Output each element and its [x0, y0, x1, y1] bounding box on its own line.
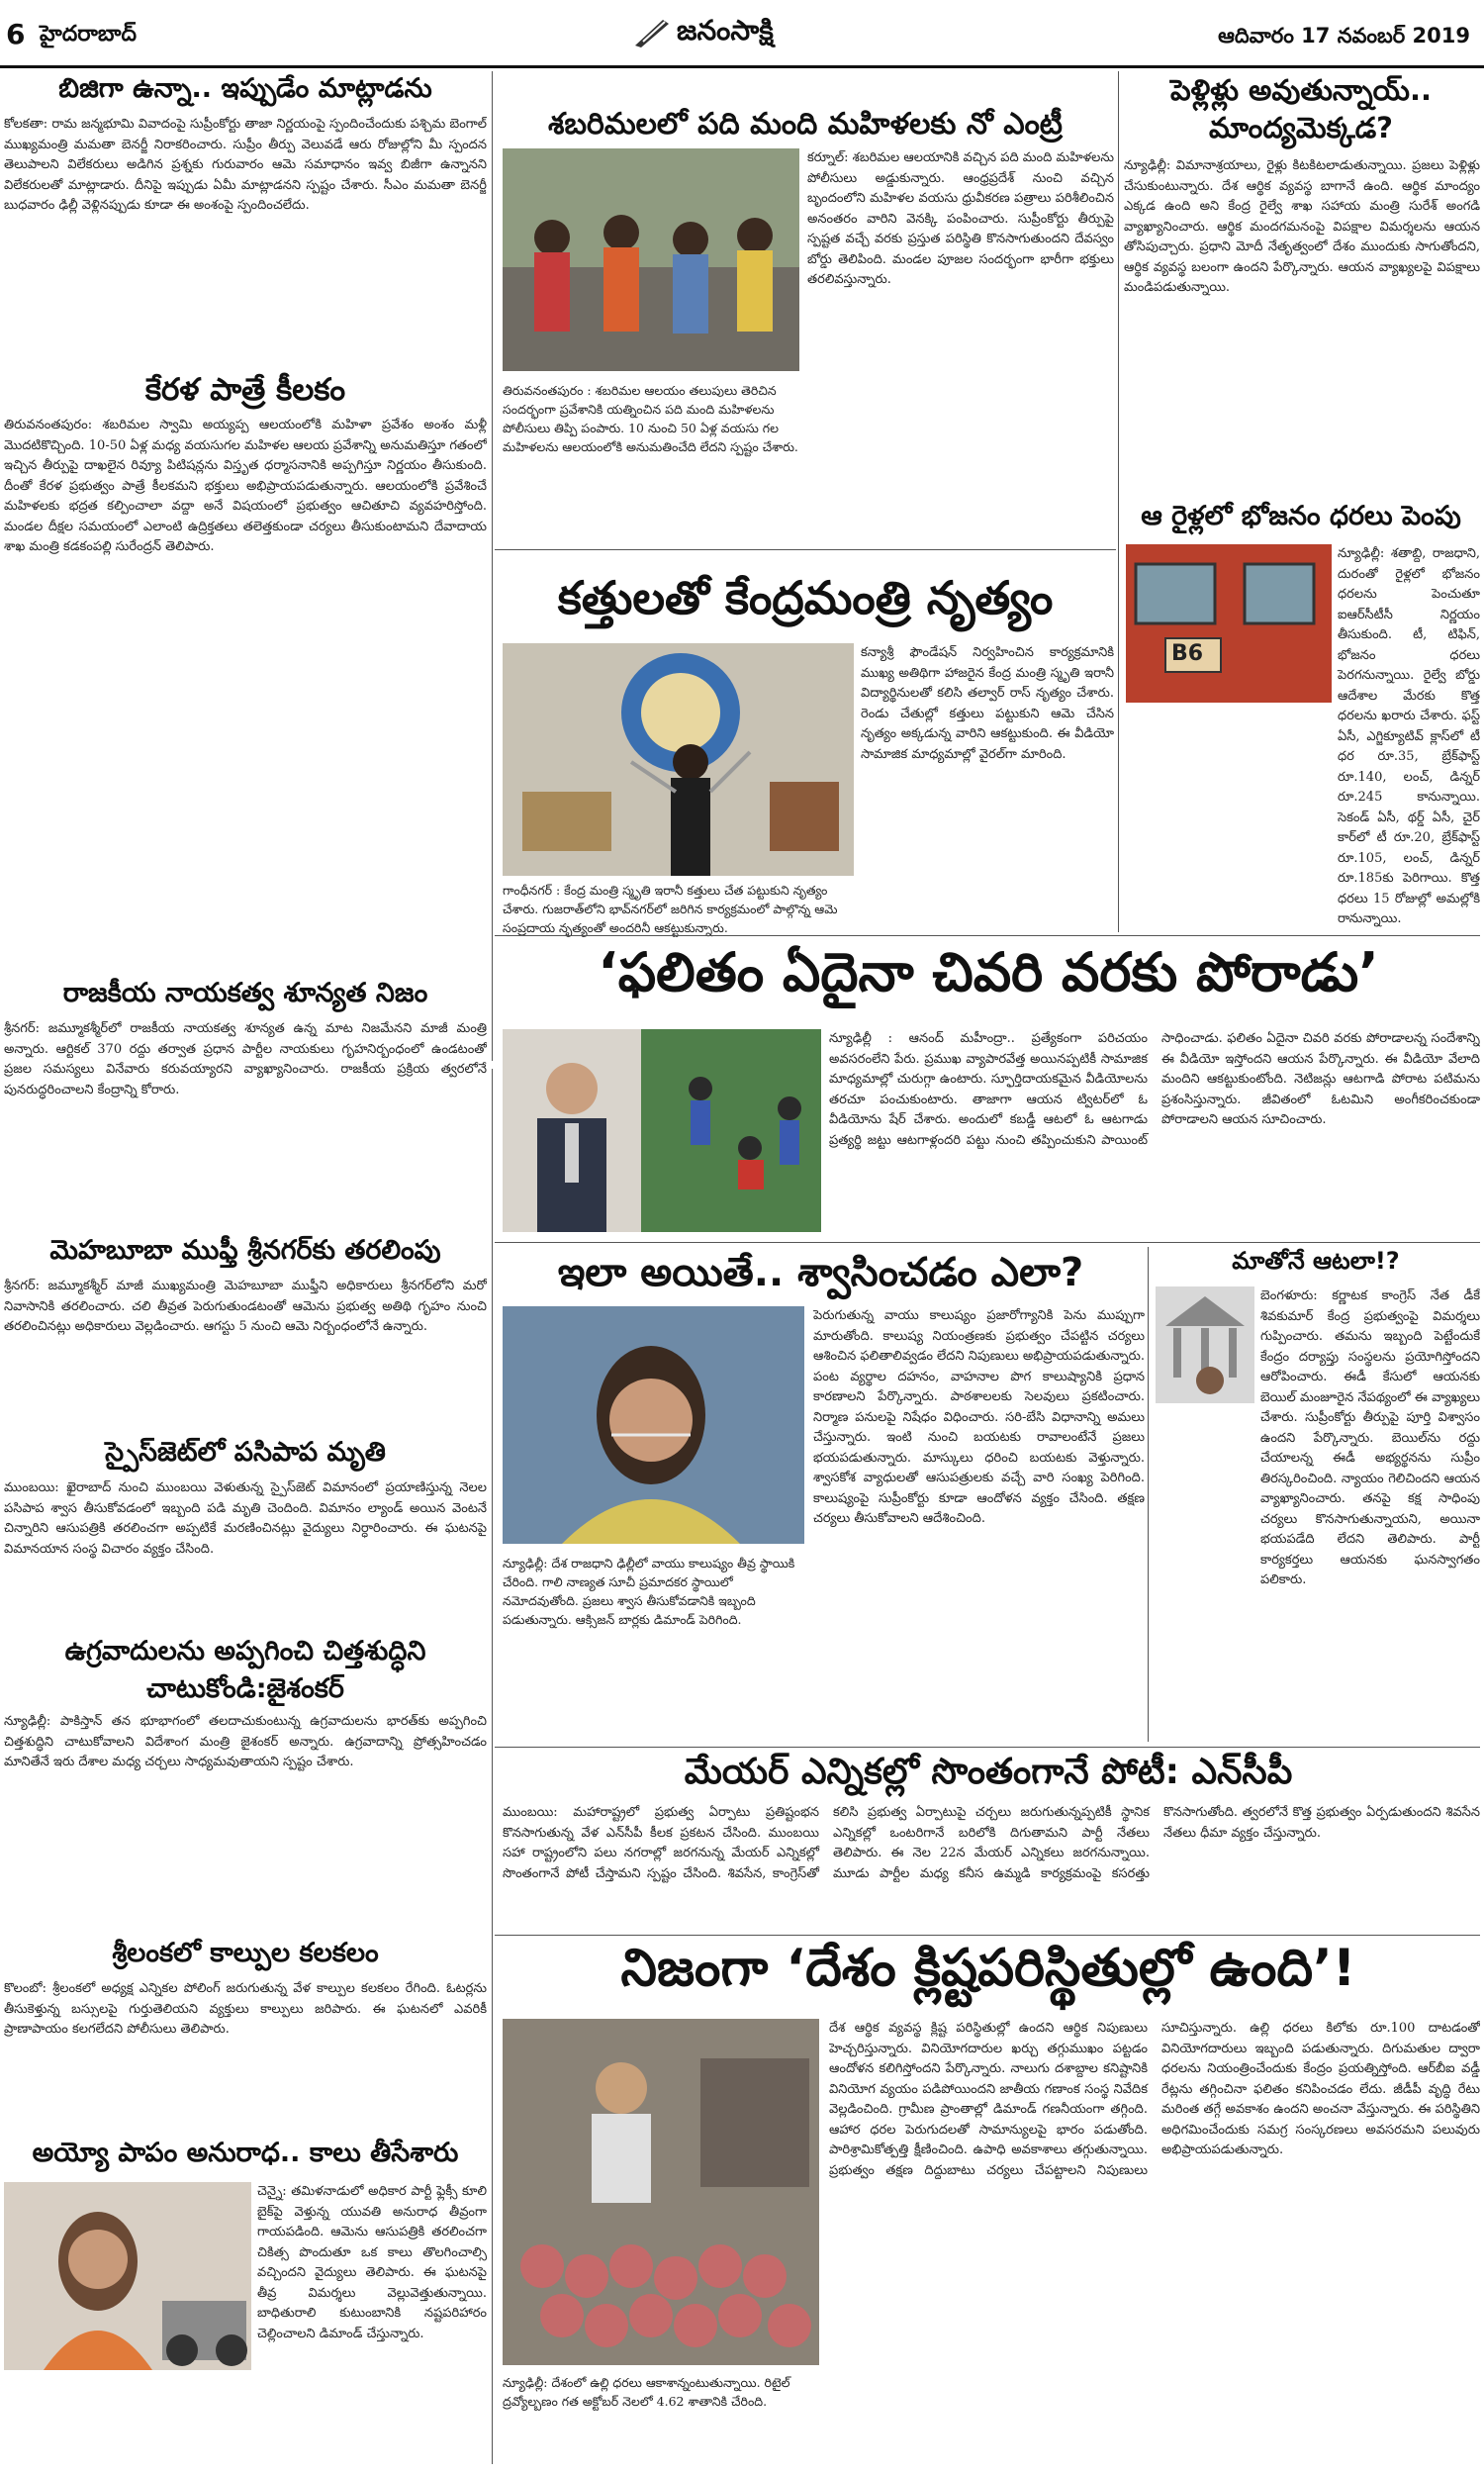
article-title-pellillu-2: మాంద్యమెక్కడ? [1208, 111, 1394, 144]
kathulu-caption: గాంధీనగర్ : కేంద్ర మంత్రి స్మృతి ఇరానీ కత్తులు చేత పట్టుకుని నృత్యం చేశారు. గుజరాత్‌లోని భావ్‌నగర్‌లో జరిగిన కార్యక్రమంలో పాల్గొన్న ఆమె సంప్రదాయ నృత్యంతో అందరినీ ఆకట్టుకున్నారు. [503, 883, 838, 935]
article-title-rail: ఆ రైళ్లలో భోజనం ధరలు పెంపు [1141, 501, 1461, 531]
kathulu-photo [503, 643, 854, 876]
article-body-leadership: శ్రీనగర్: జమ్మూకశ్మీర్‌లో రాజకీయ నాయకత్వ శూన్యత ఉన్న మాట నిజమేనని మాజీ మంత్రి అన్నారు. ఆర్టికల్ 370 రద్దు తర్వాత ప్రధాన పార్టీల నాయకులు గృహనిర్బంధంలో ఉండటంతో ప్రజల సమస్యలు వినేవారు కరువయ్యారని వ్యాఖ్యానించారు. రాజకీయ ప్రక్రియ త్వరలోనే పునరుద్ధరించాలని కేంద్రాన్ని కోరారు. [4, 1021, 487, 1097]
kabaddi-illustration [503, 1029, 821, 1232]
article-title-leadership: రాజకీయ నాయకత్వ శూన్యత నిజం [62, 978, 428, 1008]
city-name: హైదరాబాద్ [40, 22, 137, 47]
pen-icon [633, 16, 673, 49]
article-title-kathulu: కత్తులతో కేంద్రమంత్రి నృత్యం [557, 571, 1054, 624]
article-body-desam: దేశ ఆర్థిక వ్యవస్థ క్లిష్ట పరిస్థితుల్లో ఉందని ఆర్థిక నిపుణులు హెచ్చరిస్తున్నారు. వినియోగదారుల ఖర్చు తగ్గుముఖం పట్టడం ఆందోళన కలిగిస్తోందని పేర్కొన్నారు. నాలుగు దశాబ్దాల కనిష్టానికి వినియోగ వ్యయం పడిపోయిందని జాతీయ గణాంక సంస్థ నివేదిక వెల్లడించింది. గ్రామీణ ప్రాంతాల్లో డిమాండ్ గణనీయంగా తగ్గింది. ఆహార ధరల పెరుగుదలతో సామాన్యులపై భారం పడుతోంది. పారిశ్రామికోత్పత్తి క్షీణించింది. ఉపాధి అవకాశాలు తగ్గుతున్నాయి. ప్రభుత్వం తక్షణ దిద్దుబాటు చర్యలు చేపట్టాలని నిపుణులు సూచిస్తున్నారు. ఉల్లి ధరలు కిలోకు రూ.100 దాటడంతో వినియోగదారులు ఇబ్బంది పడుతున్నారు. దిగుమతుల ద్వారా ధరలను నియంత్రించేందుకు కేంద్రం ప్రయత్నిస్తోంది. ఆర్‌బీఐ వడ్డీ రేట్లను తగ్గించినా ఫలితం కనిపించడం లేదు. జీడీపీ వృద్ధి రేటు మరింత తగ్గే అవకాశం ఉందని అంచనా వేస్తున్నారు. ఈ పరిస్థితిని అధిగమించేందుకు సమగ్ర సంస్కరణలు అవసరమని పలువురు అభిప్రాయపడుతున్నారు. [829, 2021, 1480, 2178]
masthead [0, 0, 1484, 63]
article-title-sabarimala: శబరిమలలో పది మంది మహిళలకు నో ఎంట్రీ [548, 107, 1063, 142]
article-body-srilanka: కొలంబో: శ్రీలంకలో అధ్యక్ష ఎన్నికల పోలింగ్ జరుగుతున్న వేళ కాల్పుల కలకలం రేగింది. ఓటర్లను తీసుకెళ్తున్న బస్సులపై గుర్తుతెలియని వ్యక్తులు కాల్పులు జరిపారు. ఈ ఘటనలో ఎవరికీ ప్రాణాపాయం కలగలేదని పోలీసులు తెలిపారు. [4, 1981, 487, 2037]
article-body-anuradha: చెన్నై: తమిళనాడులో అధికార పార్టీ ఫ్లెక్సీ కూలి బైక్‌పై వెళ్తున్న యువతి అనురాధ తీవ్రంగా గాయపడింది. ఆమెను ఆసుపత్రికి తరలించగా చికిత్స పొందుతూ ఒక కాలు తొలగించాల్సి వచ్చిందని వైద్యులు తెలిపారు. ఈ ఘటనపై తీవ్ర విమర్శలు వెల్లువెత్తుతున్నాయి. బాధితురాలి కుటుంబానికి నష్టపరిహారం చెల్లించాలని డిమాండ్ చేస్తున్నారు. [257, 2184, 487, 2341]
swasa-photo [503, 1306, 804, 1544]
article-title-kerala: కేరళ పాత్రే కీలకం [144, 372, 346, 408]
article-body-anand: న్యూఢిల్లీ : ఆనంద్ మహీంద్రా.. ప్రత్యేకంగా పరిచయం అవసరంలేని పేరు. ప్రముఖ వ్యాపారవేత్త అయినప్పటికీ సామాజిక మాధ్యమాల్లో చురుగ్గా ఉంటారు. స్ఫూర్తిదాయకమైన వీడియోలను తరచూ పంచుకుంటారు. తాజాగా ఆయన ట్విటర్‌లో ఓ వీడియోను షేర్ చేశారు. అందులో కబడ్డీ ఆటలో ఓ ఆటగాడు ప్రత్యర్థి జట్టు ఆటగాళ్లందరి పట్టు నుంచి తప్పించుకుని పాయింట్ సాధించాడు. ఫలితం ఏదైనా చివరి వరకు పోరాడాలన్న సందేశాన్ని ఈ వీడియో ఇస్తోందని ఆయన పేర్కొన్నారు. ఈ వీడియో వేలాది మందిని ఆకట్టుకుంటోంది. నెటిజన్లు ఆటగాడి పోరాట పటిమను ప్రశంసిస్తున్నారు. జీవితంలో ఓటమిని అంగీకరించకుండా పోరాడాలని ఆయన సూచించారు. [829, 1031, 1480, 1148]
article-body-mayor: ముంబయి: మహారాష్ట్రలో ప్రభుత్వ ఏర్పాటు ప్రతిష్టంభన కొనసాగుతున్న వేళ ఎన్‌సీపీ కీలక ప్రకటన చేసింది. ముంబయి సహా రాష్ట్రంలోని పలు నగరాల్లో జరగనున్న మేయర్ ఎన్నికల్లో సొంతంగానే పోటీ చేస్తామని స్పష్టం చేసింది. శివసేన, కాంగ్రెస్‌తో కలిసి ప్రభుత్వ ఏర్పాటుపై చర్చలు జరుగుతున్నప్పటికీ స్థానిక ఎన్నికల్లో ఒంటరిగానే బరిలోకి దిగుతామని పార్టీ నేతలు తెలిపారు. ఈ నెల 22న మేయర్ ఎన్నికలు జరగనున్నాయి. మూడు పార్టీల మధ్య కనీస ఉమ్మడి కార్యక్రమంపై కసరత్తు కొనసాగుతోంది. త్వరలోనే కొత్త ప్రభుత్వం ఏర్పడుతుందని శివసేన నేతలు ధీమా వ్యక్తం చేస్తున్నారు. [503, 1805, 1480, 1881]
article-body-rail: న్యూఢిల్లీ: శతాబ్ది, రాజధాని, దురంతో రైళ్లలో భోజనం ధరలను పెంచుతూ ఐఆర్‌సీటీసీ నిర్ణయం తీసుకుంది. టీ, టిఫిన్, భోజనం ధరలు పెరగనున్నాయి. రైల్వే బోర్డు ఆదేశాల మేరకు కొత్త ధరలను ఖరారు చేశారు. ఫస్ట్ ఏసీ, ఎగ్జిక్యూటివ్ క్లాస్‌లో టీ ధర రూ.35, బ్రేక్‌ఫాస్ట్ రూ.140, లంచ్, డిన్నర్ రూ.245 కానున్నాయి. సెకండ్ ఏసీ, థర్డ్ ఏసీ, చైర్ కార్‌లో టీ రూ.20, బ్రేక్‌ఫాస్ట్ రూ.105, లంచ్, డిన్నర్ రూ.185కు పెరిగాయి. కొత్త ధరలు 15 రోజుల్లో అమల్లోకి రానున్నాయి. [1338, 546, 1480, 926]
article-body-mamata: కోలకతా: రామ జన్మభూమి వివాదంపై సుప్రీంకోర్టు తాజా నిర్ణయంపై స్పందించేందుకు పశ్చిమ బెంగాల్ ముఖ్యమంత్రి మమతా బెనర్జీ నిరాకరించారు. సుప్రీం తీర్పు వెలువడే ఆరు రోజుల్లోని మీ స్పందన తెలుపాలని విలేకరులు అడిగిన ప్రశ్నకు గురువారం ఆమె సమాధానం ఇవ్వ బిజీగా ఉన్నానని విలేకరులతో మాట్లాడారు. దీనిపై ఇప్పుడు ఏమీ మాట్లాడనని స్పష్టం చేశారు. సీఎం మమతా బెనర్జీ బుధవారం ఢిల్లీ వెళ్లినప్పుడు కూడా ఈ అంశంపై స్పందించలేదు. [4, 117, 487, 213]
desam-photo [503, 2019, 819, 2365]
article-title-swasa: ఇలా అయితే.. శ్వాసించడం ఎలా? [557, 1250, 1084, 1295]
article-body-pellillu: న్యూఢిల్లీ: విమానాశ్రయాలు, రైళ్లు కిటకిటలాడుతున్నాయి. ప్రజలు పెళ్లిళ్లు చేసుకుంటున్నారు. దేశ ఆర్థిక వ్యవస్థ బాగానే ఉంది. ఆర్థిక మాంద్యం ఎక్కడ ఉంది అని కేంద్ర రైల్వే శాఖ సహాయ మంత్రి సురేశ్ అంగడి వ్యాఖ్యానించారు. ఆర్థిక మందగమనంపై విపక్షాల విమర్శలను ఆయన తోసిపుచ్చారు. ప్రధాని మోదీ నేతృత్వంలో దేశం ముందుకు సాగుతోందని, ఆర్థిక వ్యవస్థ బలంగా ఉందని పేర్కొన్నారు. ఆయన వ్యాఖ్యలపై విపక్షాలు మండిపడుతున్నాయి. [1124, 158, 1480, 295]
article-title-pellillu-1: పెళ్లిళ్లు అవుతున్నాయ్.. [1170, 73, 1432, 107]
oxygen-illustration [503, 1306, 804, 1544]
article-title-jaishankar: ఉగ్రవాదులను అప్పగించి చిత్తశుద్ధిని చాటుకోండి:జైశంకర్ [64, 1636, 426, 1704]
paper-logo [633, 12, 851, 53]
article-title-anand: ‘ఫలితం ఏదైనా చివరి వరకు పోరాడు’ [598, 941, 1379, 1003]
article-title-desam: నిజంగా ‘దేశం క్లిష్టపరిస్థితుల్లో ఉంది’! [620, 1939, 1356, 1998]
article-title-mehbooba: మెహబూబా ముఫ్తీ శ్రీనగర్‌కు తరలింపు [49, 1235, 441, 1266]
article-body-swasa: పెరుగుతున్న వాయు కాలుష్యం ప్రజారోగ్యానికి పెను ముప్పుగా మారుతోంది. కాలుష్య నియంత్రణకు ప్రభుత్వం చేపట్టిన చర్యలు ఆశించిన ఫలితాలివ్వడం లేదని నిపుణులు అభిప్రాయపడుతున్నారు. పంట వ్యర్థాల దహనం, వాహనాల పొగ కాలుష్యానికి ప్రధాన కారణాలని పేర్కొన్నారు. పాఠశాలలకు సెలవులు ప్రకటించారు. నిర్మాణ పనులపై నిషేధం విధించారు. సరి-బేసి విధానాన్ని అమలు చేస్తున్నారు. ఇంటి నుంచి బయటకు రావాలంటేనే ప్రజలు భయపడుతున్నారు. మాస్కులు ధరించి బయటకు వెళ్తున్నారు. శ్వాసకోశ వ్యాధులతో ఆసుపత్రులకు వచ్చే వారి సంఖ్య పెరిగింది. కాలుష్యంపై సుప్రీంకోర్టు కూడా ఆందోళన వ్యక్తం చేసింది. తక్షణ చర్యలు తీసుకోవాలని ఆదేశించింది. [813, 1308, 1145, 1526]
article-body-matalatho: బెంగళూరు: కర్ణాటక కాంగ్రెస్ నేత డీకే శివకుమార్ కేంద్ర ప్రభుత్వంపై విమర్శలు గుప్పించారు. తమను ఇబ్బంది పెట్టేందుకే కేంద్రం దర్యాప్తు సంస్థలను ప్రయోగిస్తోందని ఆరోపించారు. ఈడీ కేసులో ఆయనకు బెయిల్ మంజూరైన నేపథ్యంలో ఈ వ్యాఖ్యలు చేశారు. సుప్రీంకోర్టు తీర్పుపై పూర్తి విశ్వాసం ఉందని పేర్కొన్నారు. బెయిల్‌ను రద్దు చేయాలన్న ఈడీ అభ్యర్థనను సుప్రీం తిరస్కరించింది. న్యాయం గెలిచిందని ఆయన వ్యాఖ్యానించారు. తనపై కక్ష సాధింపు చర్యలు కొనసాగుతున్నాయని, అయినా భయపడేది లేదని తెలిపారు. పార్టీ కార్యకర్తలు ఆయనకు ఘనస్వాగతం పలికారు. [1260, 1288, 1480, 1587]
paper-name: జనంసాక్షి [677, 14, 774, 47]
page-number: 6 [6, 18, 26, 50]
article-body-kathulu: కన్యాశ్రీ ఫౌండేషన్ నిర్వహించిన కార్యక్రమానికి ముఖ్య అతిథిగా హాజరైన కేంద్ర మంత్రి స్మృతి ఇరానీ విద్యార్థినులతో కలిసి తల్వార్ రాస్ నృత్యం చేశారు. రెండు చేతుల్లో కత్తులు పట్టుకుని ఆమె చేసిన నృత్యం అక్కడున్న వారిని ఆకట్టుకుంది. ఈ వీడియో సామాజిక మాధ్యమాల్లో వైరల్‌గా మారింది. [861, 645, 1114, 762]
onion-market-illustration [503, 2019, 819, 2365]
article-title-mamata: బిజిగా ఉన్నా.. ఇప్పుడేం మాట్లాడను [58, 73, 432, 104]
coach-label: B6 [1171, 641, 1204, 666]
article-body-jaishankar: న్యూఢిల్లీ: పాకిస్తాన్ తన భూభాగంలో తలదాచుకుంటున్న ఉగ్రవాదులను భారత్‌కు అప్పగించి చిత్తశుద్ధిని చాటుకోవాలని విదేశాంగ మంత్రి జైశంకర్ అన్నారు. ఉగ్రవాదాన్ని ప్రోత్సహించడం మానితేనే ఇరు దేశాల మధ్య చర్చలు సాధ్యమవుతాయని స్పష్టం చేశారు. [4, 1714, 487, 1769]
article-title-spicejet: స్పైస్‌జెట్‌లో పసిపాప మృతి [105, 1437, 386, 1468]
dance-illustration [503, 643, 854, 876]
swasa-caption: న్యూఢిల్లీ: దేశ రాజధాని ఢిల్లీలో వాయు కాలుష్యం తీవ్ర స్థాయికి చేరింది. గాలి నాణ్యత సూచీ ప్రమాదకర స్థాయిలో నమోదవుతోంది. ప్రజలు శ్వాస తీసుకోవడానికి ఇబ్బంది పడుతున్నారు. ఆక్సిజన్ బార్లకు డిమాండ్ పెరిగింది. [503, 1556, 795, 1627]
article-title-matalatho: మాతోనే ఆటలా!? [1232, 1247, 1400, 1275]
sabarimala-caption: తిరువనంతపురం : శబరిమల ఆలయం తలుపులు తెరిచిన సందర్భంగా ప్రవేశానికి యత్నించిన పది మంది మహిళలను పోలీసులు తిప్పి పంపారు. 10 నుంచి 50 ఏళ్ల వయసు గల మహిళలను ఆలయంలోకి అనుమతించేది లేదని స్పష్టం చేశారు. [503, 383, 798, 454]
desam-caption: న్యూఢిల్లీ: దేశంలో ఉల్లి ధరలు ఆకాశాన్నంటుతున్నాయి. రిటైల్ ద్రవ్యోల్బణం గత అక్టోబర్ నెలలో 4.62 శాతానికి చేరింది. [503, 2375, 790, 2409]
article-body-mehbooba: శ్రీనగర్: జమ్మూకశ్మీర్ మాజీ ముఖ్యమంత్రి మెహబూబా ముఫ్తీని అధికారులు శ్రీనగర్‌లోని మరో నివాసానికి తరలించారు. చలి తీవ్రత పెరుగుతుండటంతో ఆమెను ప్రభుత్వ అతిథి గృహం నుంచి తరలించినట్లు అధికారులు వెల్లడించారు. ఆగస్టు 5 నుంచి ఆమె నిర్బంధంలోనే ఉన్నారు. [4, 1279, 487, 1334]
issue-date: ఆదివారం 17 నవంబర్ 2019 [1218, 24, 1470, 48]
article-title-anuradha: అయ్యో పాపం అనురాధ.. కాలు తీసేశారు [32, 2138, 459, 2168]
article-body-sabarimala: కర్నూల్: శబరిమల ఆలయానికి వచ్చిన పది మంది మహిళలను పోలీసులు అడ్డుకున్నారు. ఆంధ్రప్రదేశ్ నుంచి వచ్చిన బృందంలోని మహిళల వయసు ధ్రువీకరణ పత్రాలు పరిశీలించిన అనంతరం వారిని వెనక్కి పంపించారు. సుప్రీంకోర్టు తీర్పుపై స్పష్టత వచ్చే వరకు ప్రస్తుత పరిస్థితి కొనసాగుతుందని దేవస్వం బోర్డు తెలిపింది. మండల పూజల సందర్భంగా భారీగా భక్తులు తరలివస్తున్నారు. [807, 150, 1114, 287]
anand-photo [503, 1029, 821, 1232]
crowd-illustration [503, 148, 799, 371]
sabarimala-photo [503, 148, 799, 371]
article-title-srilanka: శ్రీలంకలో కాల్పుల కలకలం [112, 1938, 379, 1968]
article-title-mayor: మేయర్ ఎన్నికల్లో సొంతంగానే పోటీ: ఎన్‌సీపీ [684, 1752, 1293, 1792]
article-body-spicejet: ముంబయి: ఖైరాబాద్ నుంచి ముంబయి వెళుతున్న స్పైస్‌జెట్ విమానంలో ప్రయాణిస్తున్న నెలల పసిపాప శ్వాస తీసుకోవడంలో ఇబ్బంది పడి మృతి చెందింది. విమానం ల్యాండ్ అయిన వెంటనే చిన్నారిని ఆసుపత్రికి తరలించగా అప్పటికే మరణించినట్లు వైద్యులు నిర్ధారించారు. ఈ ఘటనపై విమానయాన సంస్థ విచారం వ్యక్తం చేసింది. [4, 1480, 487, 1557]
article-body-kerala: తిరువనంతపురం: శబరిమల స్వామి అయ్యప్ప ఆలయంలోకి మహిళా ప్రవేశం అంశం మళ్లీ మొదటికొచ్చింది. 10-50 ఏళ్ల మధ్య వయసుగల మహిళల ఆలయ ప్రవేశాన్ని అనుమతిస్తూ గతంలో ఇచ్చిన తీర్పుపై దాఖలైన రివ్యూ పిటిషన్లను విస్తృత ధర్మాసనానికి అప్పగిస్తూ నిర్ణయం తీసుకుంది. దీంతో కేరళ ప్రభుత్వం పాత్రే కీలకమని భక్తులు అభిప్రాయపడుతున్నారు. ఆలయంలోకి ప్రవేశించే మహిళలకు భద్రత కల్పించాలా వద్దా అనే విషయంలో ప్రభుత్వం ఆచితూచి వ్యవహరిస్తోంది. మండల దీక్షల సమయంలో ఎలాంటి ఉద్రిక్తతలు తలెత్తకుండా చర్యలు తీసుకుంటామని దేవాదాయ శాఖ మంత్రి కడకంపల్లి సురేంద్రన్ తెలిపారు. [4, 418, 487, 554]
